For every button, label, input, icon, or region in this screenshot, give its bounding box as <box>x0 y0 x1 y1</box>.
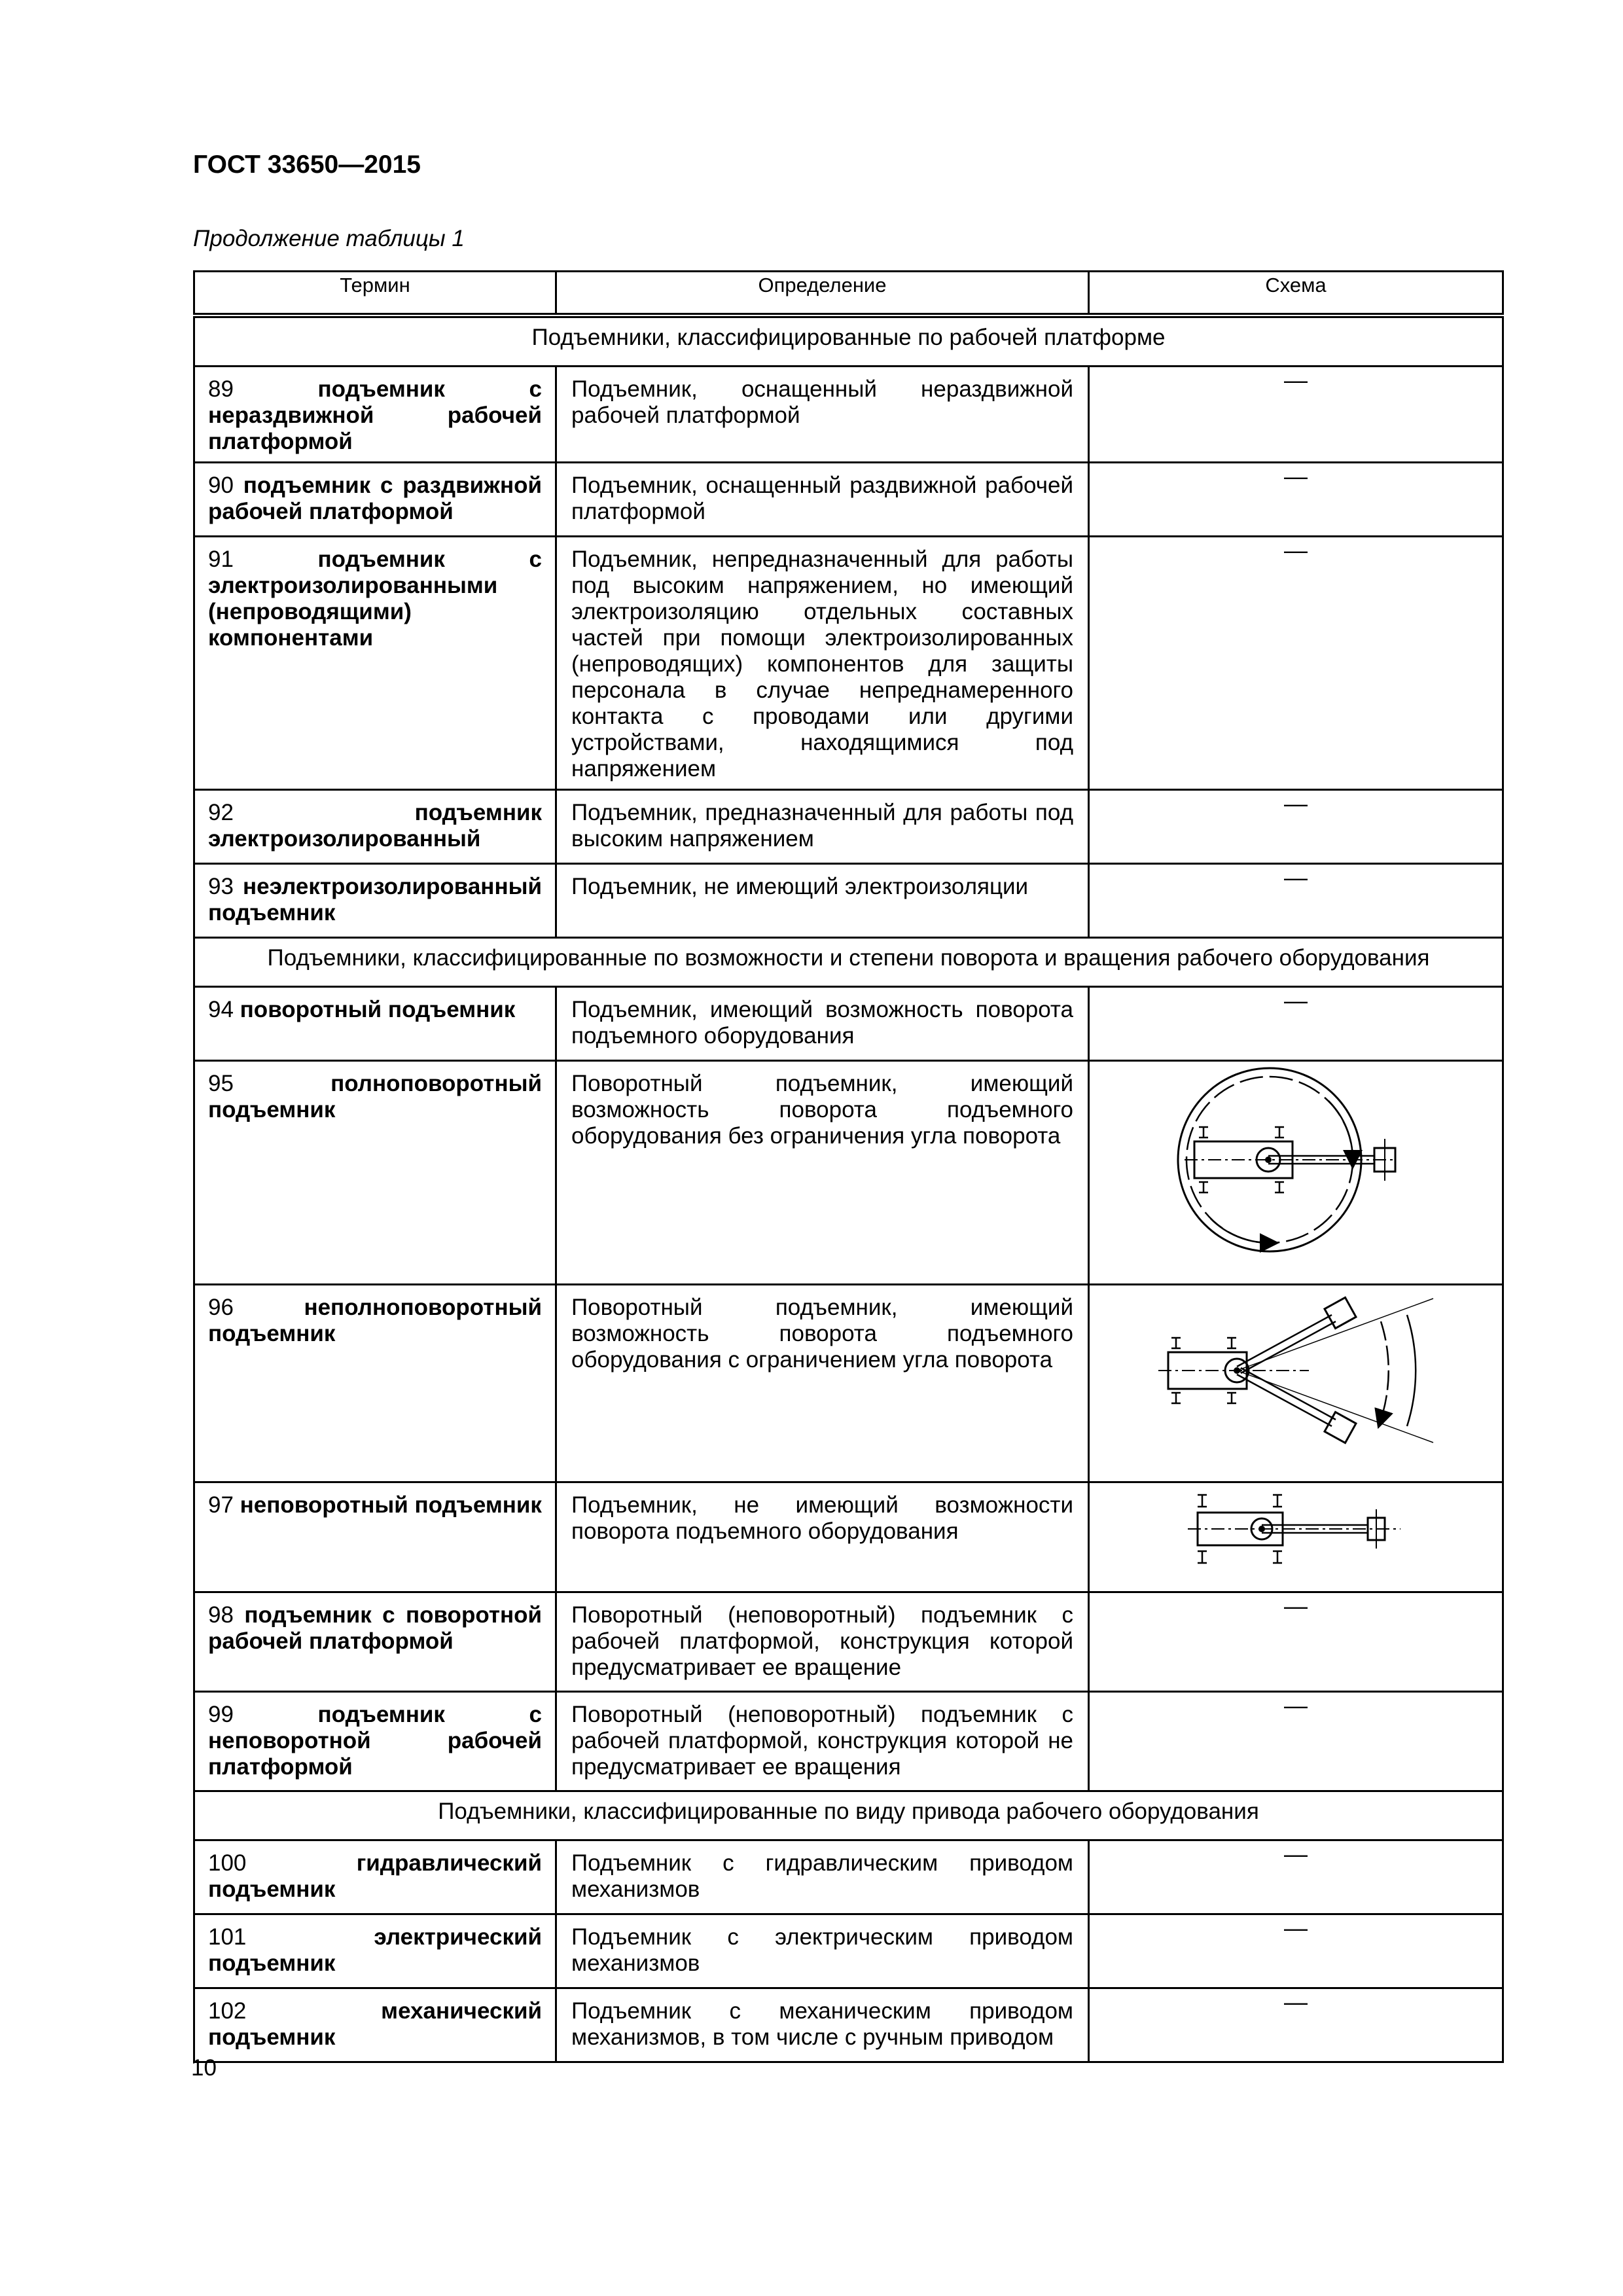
term-number: 99 <box>208 1702 234 1727</box>
column-header-term: Термин <box>194 272 556 316</box>
page-number: 10 <box>191 2055 217 2081</box>
table-row <box>194 1285 1503 1482</box>
full-rotation-diagram-icon <box>1158 1062 1433 1258</box>
table-caption: Продолжение таблицы 1 <box>193 226 465 251</box>
term-number: 98 <box>208 1602 234 1628</box>
term-name: подъемник с поворотной рабочей платформой <box>208 1602 543 1654</box>
table-row <box>194 1914 1503 1988</box>
term-number: 94 <box>208 997 234 1022</box>
table-row <box>194 1482 1503 1592</box>
term-number: 89 <box>208 376 234 402</box>
table-row <box>194 1840 1503 1914</box>
term-definition: Подъемник, оснащенный нераздвижной рабочей платформой <box>556 367 1089 463</box>
term-number: 95 <box>208 1071 234 1096</box>
term-definition: Поворотный (неповоротный) подъемник с рабочей платформой, конструкция которой не предусматривает ее вращения <box>556 1692 1089 1791</box>
section-heading: Подъемники, классифицированные по рабочей платформе <box>194 315 1503 367</box>
term-definition: Подъемник, не имеющий электроизоляции <box>556 864 1089 938</box>
table-row <box>194 864 1503 938</box>
scheme-dash: — <box>1284 1840 1308 1867</box>
terms-table <box>193 270 1504 2063</box>
term-name: неповоротный подъемник <box>240 1492 542 1518</box>
scheme-dash: — <box>1284 1592 1308 1619</box>
no-rotation-diagram-icon <box>1185 1483 1407 1575</box>
term-name: подъемник с нераздвижной рабочей платформой <box>208 376 542 454</box>
term-name: механический подъемник <box>208 1998 542 2050</box>
table-row <box>194 367 1503 463</box>
document-code: ГОСТ 33650—2015 <box>193 151 421 179</box>
scheme-dash: — <box>1284 1692 1308 1719</box>
table-row <box>194 1592 1503 1692</box>
term-number: 100 <box>208 1850 247 1876</box>
term-name: подъемник электроизолированный <box>208 800 542 852</box>
column-header-scheme: Схема <box>1089 272 1503 316</box>
term-definition: Поворотный подъемник, имеющий возможность поворота подъемного оборудования без ограничения угла поворота <box>556 1061 1089 1285</box>
term-definition: Подъемник, имеющий возможность поворота подъемного оборудования <box>556 987 1089 1061</box>
limited-rotation-diagram-icon <box>1145 1285 1446 1456</box>
section-heading: Подъемники, классифицированные по возможности и степени поворота и вращения рабочего оборудования <box>194 938 1503 987</box>
term-number: 93 <box>208 874 234 899</box>
scheme-dash: — <box>1284 790 1308 817</box>
term-definition: Подъемник, оснащенный раздвижной рабочей платформой <box>556 463 1089 537</box>
table-row <box>194 987 1503 1061</box>
section-heading: Подъемники, классифицированные по виду привода рабочего оборудования <box>194 1791 1503 1840</box>
term-number: 91 <box>208 547 234 572</box>
term-definition: Подъемник, непредназначенный для работы под высоким напряжением, но имеющий электроизоляцию отдельных составных частей при помощи электроизолированных (непроводящих) компонентов для защиты персонала в случае непреднамеренного контакта с проводами или другими устройствами, находящимися под напряжением <box>556 537 1089 790</box>
term-name: неполноповоротный подъемник <box>208 1295 542 1346</box>
scheme-dash: — <box>1284 1988 1308 2015</box>
term-definition: Подъемник с гидравлическим приводом механизмов <box>556 1840 1089 1914</box>
table-row <box>194 463 1503 537</box>
term-number: 97 <box>208 1492 234 1518</box>
term-number: 102 <box>208 1998 247 2024</box>
term-name: гидравлический подъемник <box>208 1850 542 1902</box>
term-name: полноповоротный подъемник <box>208 1071 542 1122</box>
column-header-definition: Определение <box>556 272 1089 316</box>
table-row <box>194 790 1503 864</box>
term-definition: Подъемник, предназначенный для работы под высоким напряжением <box>556 790 1089 864</box>
scheme-dash: — <box>1284 987 1308 1014</box>
term-definition: Подъемник с электрическим приводом механизмов <box>556 1914 1089 1988</box>
term-name: электрический подъемник <box>208 1924 542 1976</box>
term-name: подъемник с раздвижной рабочей платформой <box>208 473 542 524</box>
term-definition: Поворотный (неповоротный) подъемник с рабочей платформой, конструкция которой предусматривает ее вращение <box>556 1592 1089 1692</box>
scheme-dash: — <box>1284 1914 1308 1941</box>
term-number: 92 <box>208 800 234 825</box>
term-number: 96 <box>208 1295 234 1320</box>
table-row <box>194 1988 1503 2062</box>
scheme-dash: — <box>1284 864 1308 891</box>
term-number: 90 <box>208 473 234 498</box>
term-number: 101 <box>208 1924 247 1950</box>
table-row <box>194 1061 1503 1285</box>
scheme-dash: — <box>1284 367 1308 393</box>
term-definition: Подъемник с механическим приводом механизмов, в том числе с ручным приводом <box>556 1988 1089 2062</box>
table-row <box>194 537 1503 790</box>
term-name: подъемник с неповоротной рабочей платформой <box>208 1702 542 1780</box>
term-definition: Подъемник, не имеющий возможности поворота подъемного оборудования <box>556 1482 1089 1592</box>
term-name: поворотный подъемник <box>240 997 516 1022</box>
term-name: подъемник с электроизолированными (непроводящими) компонентами <box>208 547 542 651</box>
term-definition: Поворотный подъемник, имеющий возможность поворота подъемного оборудования с ограничением угла поворота <box>556 1285 1089 1482</box>
scheme-dash: — <box>1284 537 1308 564</box>
table-row <box>194 1692 1503 1791</box>
scheme-dash: — <box>1284 463 1308 490</box>
term-name: неэлектроизолированный подъемник <box>208 874 542 925</box>
